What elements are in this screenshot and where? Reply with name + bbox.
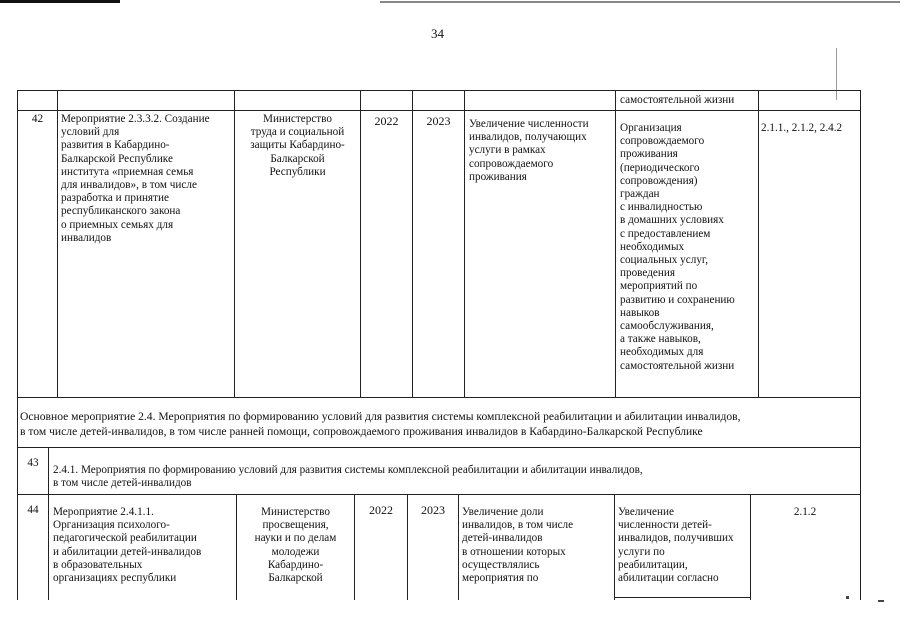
activity-name: Мероприятие 2.3.3.2. Создание условий для развития в Кабардино- Балкарской Республике института «приемная семья для инвалидов», в том числе разработка и принятие республиканского закона о приемных семьях для инвалидов bbox=[61, 113, 210, 244]
subsection-heading: 2.4.1. Мероприятия по формированию условий для развития системы комплексной реабилитации и абилитации инвалидов, в том числе детей-инвалидов bbox=[53, 464, 643, 490]
table-rule bbox=[17, 90, 861, 91]
table-rule bbox=[614, 494, 615, 600]
expected-result: Организация сопровождаемого проживания (периодического сопровождения) граждан с инвалидностью в домашних условиях с предоставлением необходимых социальных услуг, проведения мероприятий по развитию и сохранению навыков самообслуживания, а также навыков, необходимых для самостоятельной жизни bbox=[620, 122, 735, 372]
expected-result: Увеличение численности детей- инвалидов, получивших услуги по реабилитации, абилитации согласно bbox=[618, 506, 734, 585]
start-year: 2022 bbox=[374, 114, 399, 128]
table-rule bbox=[17, 447, 861, 448]
row-number: 43 bbox=[27, 457, 39, 469]
activity-name: Мероприятие 2.4.1.1. Организация психолого- педагогической реабилитации и абилитации детей-инвалидов в образовательных организациях республики bbox=[53, 506, 202, 585]
page-number: 34 bbox=[431, 26, 444, 41]
start-year: 2022 bbox=[369, 503, 393, 517]
table-rule bbox=[412, 90, 413, 397]
table-rule bbox=[464, 90, 465, 397]
table-rule bbox=[758, 90, 759, 397]
end-year: 2023 bbox=[421, 503, 445, 517]
linked-indicators: 2.1.1., 2.1.2, 2.4.2 bbox=[761, 122, 843, 134]
target-indicator: Увеличение доли инвалидов, в том числе детей-инвалидов в отношении которых осуществлялись мероприятия по bbox=[462, 506, 574, 585]
table-rule bbox=[17, 90, 18, 600]
table-rule bbox=[17, 397, 861, 398]
scan-dot-mark bbox=[846, 596, 849, 599]
scan-dash-mark bbox=[878, 600, 884, 602]
scan-margin-mark bbox=[836, 48, 837, 100]
section-heading: Основное мероприятие 2.4. Мероприятия по формированию условий для развития системы комплексной реабилитации и абилитации инвалидов, в том числе детей-инвалидов, в том числе ранней помощи, сопровождаемого проживания инвалидов в Кабардино-Балкарской Республике bbox=[20, 410, 741, 438]
table-rule bbox=[614, 597, 750, 598]
scan-edge-mark-left bbox=[0, 0, 120, 3]
scan-edge-mark-right bbox=[380, 1, 900, 3]
executor: Министерство труда и социальной защиты Кабардино- Балкарской Республики bbox=[250, 113, 345, 178]
continued-result-cell: самостоятельной жизни bbox=[620, 94, 735, 106]
table-rule bbox=[17, 494, 861, 495]
table-rule bbox=[615, 90, 616, 397]
table-rule bbox=[860, 90, 861, 600]
linked-indicators: 2.1.2 bbox=[793, 506, 817, 518]
row-number: 42 bbox=[31, 113, 44, 125]
table-rule bbox=[17, 110, 861, 111]
executor: Министерство просвещения, науки и по делам молодежи Кабардино- Балкарской bbox=[254, 506, 337, 585]
table-rule bbox=[458, 494, 459, 600]
table-rule bbox=[48, 447, 49, 494]
table-rule bbox=[57, 90, 58, 397]
row-number: 44 bbox=[27, 504, 39, 516]
end-year: 2023 bbox=[426, 114, 451, 128]
table-rule bbox=[48, 494, 49, 600]
target-indicator: Увеличение численности инвалидов, получающих услуги в рамках сопровождаемого проживания bbox=[469, 118, 589, 183]
table-rule bbox=[360, 90, 361, 397]
